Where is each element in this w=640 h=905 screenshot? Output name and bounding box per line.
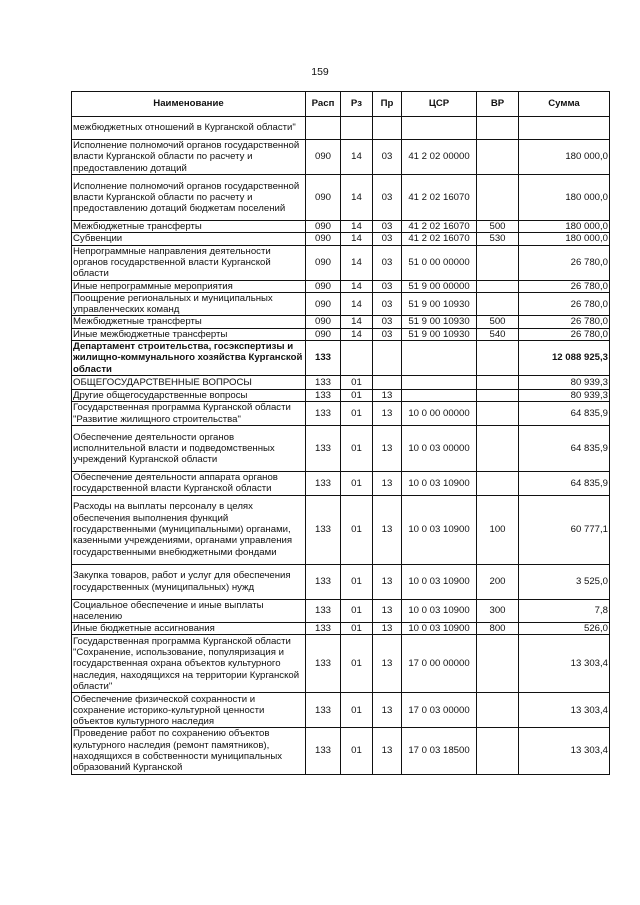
table-row (72, 402, 610, 426)
cell-name: ОБЩЕГОСУДАРСТВЕННЫЕ ВОПРОСЫ (72, 376, 306, 390)
table-row (72, 390, 610, 402)
cell-sum: 80 939,3 (519, 376, 610, 390)
cell-sum: 180 000,0 (519, 140, 610, 175)
table-row (72, 635, 610, 693)
cell-vr: 500 (477, 316, 519, 328)
cell-vr: 500 (477, 221, 519, 233)
cell-rz: 01 (341, 495, 373, 564)
cell-rasp: 090 (306, 233, 341, 245)
cell-name: Департамент строительства, госэкспертизы и жилищно-коммунального хозяйства Курганской области (72, 341, 306, 376)
cell-vr: 100 (477, 495, 519, 564)
cell-vr (477, 140, 519, 175)
cell-pr (373, 341, 402, 376)
table-row (72, 623, 610, 635)
cell-csr: 51 9 00 00000 (402, 280, 477, 292)
cell-pr (373, 376, 402, 390)
cell-sum: 80 939,3 (519, 390, 610, 402)
cell-vr (477, 117, 519, 140)
cell-rasp: 133 (306, 599, 341, 623)
cell-vr (477, 245, 519, 280)
cell-name: Межбюджетные трансферты (72, 221, 306, 233)
cell-sum: 26 780,0 (519, 316, 610, 328)
cell-csr: 17 0 00 00000 (402, 635, 477, 693)
table-row (72, 495, 610, 564)
table-row (72, 471, 610, 495)
cell-pr: 03 (373, 221, 402, 233)
cell-rz: 01 (341, 728, 373, 774)
cell-pr: 03 (373, 175, 402, 221)
table-row (72, 175, 610, 221)
cell-rz: 14 (341, 245, 373, 280)
cell-rz: 14 (341, 316, 373, 328)
cell-vr (477, 175, 519, 221)
cell-rz: 01 (341, 390, 373, 402)
cell-sum: 7,8 (519, 599, 610, 623)
budget-table (71, 91, 610, 775)
cell-rasp: 133 (306, 341, 341, 376)
cell-sum: 64 835,9 (519, 471, 610, 495)
cell-rz: 01 (341, 623, 373, 635)
cell-vr: 300 (477, 599, 519, 623)
cell-vr (477, 376, 519, 390)
cell-rasp: 133 (306, 390, 341, 402)
cell-sum: 64 835,9 (519, 425, 610, 471)
cell-sum: 12 088 925,3 (519, 341, 610, 376)
cell-rz: 14 (341, 292, 373, 316)
cell-csr: 10 0 00 00000 (402, 402, 477, 426)
cell-pr: 13 (373, 425, 402, 471)
cell-sum: 26 780,0 (519, 292, 610, 316)
cell-vr: 530 (477, 233, 519, 245)
cell-rz: 01 (341, 564, 373, 599)
cell-pr: 13 (373, 635, 402, 693)
cell-csr: 17 0 03 18500 (402, 728, 477, 774)
cell-vr (477, 471, 519, 495)
cell-sum: 3 525,0 (519, 564, 610, 599)
cell-sum: 13 303,4 (519, 693, 610, 728)
cell-rz: 01 (341, 425, 373, 471)
cell-rz: 14 (341, 140, 373, 175)
table-row (72, 564, 610, 599)
cell-rz: 01 (341, 693, 373, 728)
cell-rasp: 090 (306, 316, 341, 328)
cell-rasp: 090 (306, 221, 341, 233)
column-header-sum: Сумма (519, 92, 610, 117)
cell-name: Иные межбюджетные трансферты (72, 328, 306, 340)
cell-csr (402, 390, 477, 402)
cell-pr: 13 (373, 390, 402, 402)
cell-csr: 10 0 03 10900 (402, 471, 477, 495)
cell-pr: 13 (373, 599, 402, 623)
cell-pr: 13 (373, 623, 402, 635)
cell-vr (477, 728, 519, 774)
cell-rasp: 133 (306, 495, 341, 564)
table-row (72, 245, 610, 280)
column-header-vr: ВР (477, 92, 519, 117)
cell-vr (477, 402, 519, 426)
cell-vr: 200 (477, 564, 519, 599)
cell-pr: 03 (373, 280, 402, 292)
cell-rasp: 133 (306, 693, 341, 728)
cell-pr: 03 (373, 316, 402, 328)
cell-sum: 180 000,0 (519, 221, 610, 233)
cell-rz: 14 (341, 280, 373, 292)
cell-name: Иные непрограммные мероприятия (72, 280, 306, 292)
cell-sum (519, 117, 610, 140)
cell-rz (341, 117, 373, 140)
cell-name: Обеспечение физической сохранности и сохранение историко-культурной ценности объектов культурного наследия (72, 693, 306, 728)
cell-rasp: 133 (306, 425, 341, 471)
cell-rasp: 133 (306, 402, 341, 426)
cell-sum: 13 303,4 (519, 728, 610, 774)
cell-csr: 51 0 00 00000 (402, 245, 477, 280)
page-number: 159 (311, 66, 329, 78)
table-row (72, 599, 610, 623)
cell-sum: 180 000,0 (519, 233, 610, 245)
cell-rz: 01 (341, 599, 373, 623)
cell-name: Обеспечение деятельности аппарата органов государственной власти Курганской области (72, 471, 306, 495)
cell-rasp: 133 (306, 376, 341, 390)
cell-name: Государственная программа Курганской области "Сохранение, использование, популяризация и государственная охрана объектов культурного наследия, находящихся на территории Курганской области" (72, 635, 306, 693)
cell-pr: 13 (373, 693, 402, 728)
cell-csr: 41 2 02 16070 (402, 233, 477, 245)
cell-vr (477, 280, 519, 292)
cell-csr: 10 0 03 10900 (402, 599, 477, 623)
cell-csr: 17 0 03 00000 (402, 693, 477, 728)
cell-rz: 01 (341, 471, 373, 495)
table-row (72, 140, 610, 175)
cell-pr: 03 (373, 245, 402, 280)
cell-rasp: 090 (306, 245, 341, 280)
cell-name: Социальное обеспечение и иные выплаты населению (72, 599, 306, 623)
cell-pr (373, 117, 402, 140)
table-row (72, 233, 610, 245)
cell-rz (341, 341, 373, 376)
cell-pr: 03 (373, 233, 402, 245)
cell-rasp (306, 117, 341, 140)
cell-pr: 13 (373, 564, 402, 599)
cell-vr (477, 341, 519, 376)
cell-rz: 14 (341, 175, 373, 221)
table-row (72, 728, 610, 774)
cell-name: Непрограммные направления деятельности органов государственной власти Курганской области (72, 245, 306, 280)
column-header-pr: Пр (373, 92, 402, 117)
cell-name: Иные бюджетные ассигнования (72, 623, 306, 635)
cell-csr: 41 2 02 00000 (402, 140, 477, 175)
table-row (72, 376, 610, 390)
cell-name: Межбюджетные трансферты (72, 316, 306, 328)
cell-csr: 10 0 03 10900 (402, 495, 477, 564)
cell-pr: 03 (373, 328, 402, 340)
cell-rz: 14 (341, 221, 373, 233)
cell-name: Субвенции (72, 233, 306, 245)
cell-sum: 60 777,1 (519, 495, 610, 564)
cell-rz: 01 (341, 376, 373, 390)
cell-sum: 13 303,4 (519, 635, 610, 693)
table-row (72, 341, 610, 376)
cell-rasp: 090 (306, 280, 341, 292)
cell-sum: 26 780,0 (519, 280, 610, 292)
cell-rz: 01 (341, 635, 373, 693)
cell-name: Закупка товаров, работ и услуг для обеспечения государственных (муниципальных) нужд (72, 564, 306, 599)
cell-csr: 10 0 03 00000 (402, 425, 477, 471)
table-row (72, 316, 610, 328)
column-header-rz: Рз (341, 92, 373, 117)
cell-csr: 51 9 00 10930 (402, 292, 477, 316)
column-header-name: Наименование (72, 92, 306, 117)
cell-name: Исполнение полномочий органов государственной власти Курганской области по расчету и предоставлению дотаций бюджетам поселений (72, 175, 306, 221)
cell-pr: 13 (373, 728, 402, 774)
cell-csr: 41 2 02 16070 (402, 221, 477, 233)
cell-vr (477, 390, 519, 402)
cell-sum: 180 000,0 (519, 175, 610, 221)
cell-csr: 41 2 02 16070 (402, 175, 477, 221)
cell-rasp: 090 (306, 292, 341, 316)
table-header-row (72, 92, 610, 117)
cell-csr: 10 0 03 10900 (402, 623, 477, 635)
cell-rasp: 133 (306, 564, 341, 599)
cell-rasp: 133 (306, 471, 341, 495)
cell-sum: 26 780,0 (519, 328, 610, 340)
table-row (72, 693, 610, 728)
table-row (72, 425, 610, 471)
cell-pr: 03 (373, 292, 402, 316)
cell-name: Обеспечение деятельности органов исполнительной власти и подведомственных учреждений Курганской области (72, 425, 306, 471)
cell-rasp: 133 (306, 623, 341, 635)
cell-rasp: 133 (306, 635, 341, 693)
cell-csr: 51 9 00 10930 (402, 328, 477, 340)
cell-pr: 13 (373, 402, 402, 426)
cell-pr: 13 (373, 471, 402, 495)
cell-csr (402, 117, 477, 140)
cell-name: Расходы на выплаты персоналу в целях обеспечения выполнения функций государственными (муниципальными) органами, казенными учреждениями, органами управления государственными внебюджетными фондами (72, 495, 306, 564)
cell-vr: 540 (477, 328, 519, 340)
cell-name: Другие общегосударственные вопросы (72, 390, 306, 402)
table-row (72, 292, 610, 316)
cell-csr (402, 376, 477, 390)
cell-vr (477, 292, 519, 316)
cell-sum: 526,0 (519, 623, 610, 635)
cell-rz: 14 (341, 328, 373, 340)
cell-vr: 800 (477, 623, 519, 635)
cell-name: Поощрение региональных и муниципальных управленческих команд (72, 292, 306, 316)
cell-vr (477, 693, 519, 728)
cell-rz: 01 (341, 402, 373, 426)
table-row (72, 328, 610, 340)
cell-name: Государственная программа Курганской области "Развитие жилищного строительства" (72, 402, 306, 426)
cell-rasp: 090 (306, 140, 341, 175)
table-row (72, 117, 610, 140)
cell-csr: 51 9 00 10930 (402, 316, 477, 328)
cell-sum: 26 780,0 (519, 245, 610, 280)
cell-vr (477, 425, 519, 471)
cell-pr: 03 (373, 140, 402, 175)
cell-csr: 10 0 03 10900 (402, 564, 477, 599)
cell-name: Исполнение полномочий органов государственной власти Курганской области по расчету и предоставлению дотаций (72, 140, 306, 175)
column-header-csr: ЦСР (402, 92, 477, 117)
column-header-rasp: Расп (306, 92, 341, 117)
cell-sum: 64 835,9 (519, 402, 610, 426)
cell-rasp: 090 (306, 175, 341, 221)
cell-pr: 13 (373, 495, 402, 564)
cell-rz: 14 (341, 233, 373, 245)
cell-name: межбюджетных отношений в Курганской области" (72, 117, 306, 140)
table-row (72, 221, 610, 233)
cell-csr (402, 341, 477, 376)
table-row (72, 280, 610, 292)
cell-rasp: 090 (306, 328, 341, 340)
cell-vr (477, 635, 519, 693)
cell-rasp: 133 (306, 728, 341, 774)
cell-name: Проведение работ по сохранению объектов культурного наследия (ремонт памятников), находящихся в собственности муниципальных образований Курганской (72, 728, 306, 774)
